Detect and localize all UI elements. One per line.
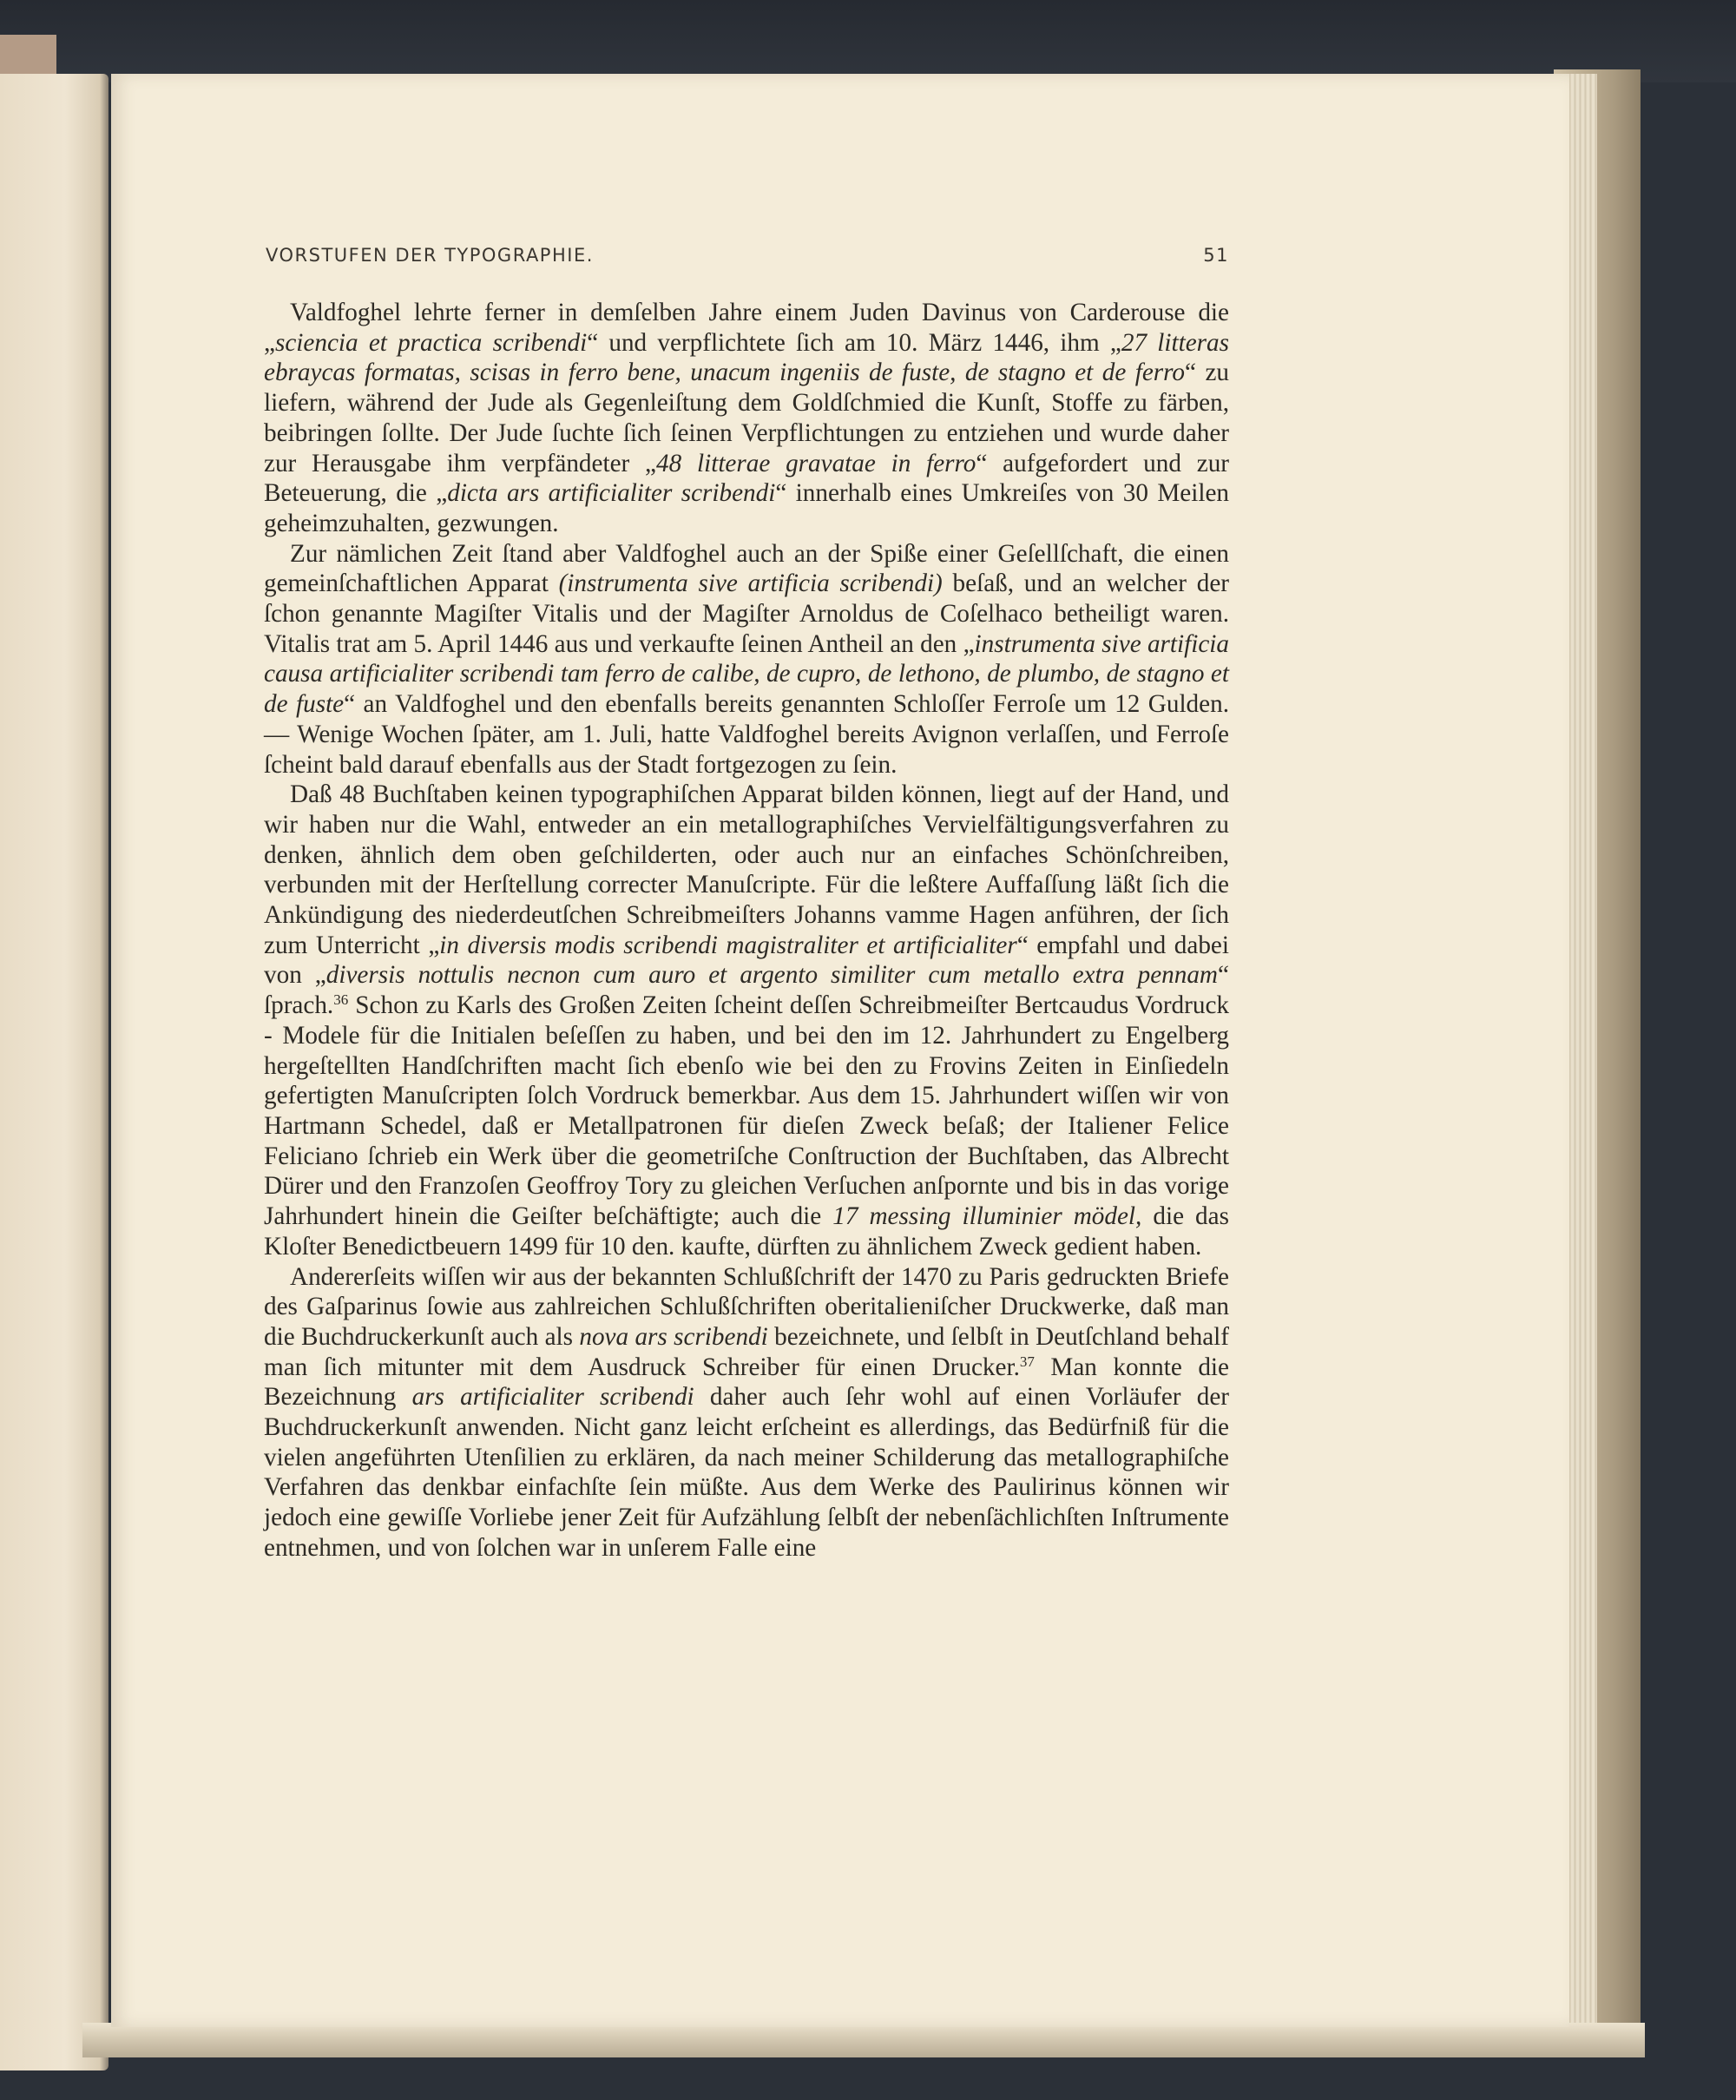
italic-latin-phrase: (instrumenta sive artificia scribendi): [558, 569, 943, 598]
text-run: Man konnte die Bezeichnung: [264, 1353, 1229, 1412]
text-run: Schon zu Karls des Großen Zeiten ſcheint deſſen Schreibmeiſter Bertcaudus Vordruck - Modele für die Initialen beſeſſen zu haben, und bei den im 12. Jahrhundert zu Engelberg hergeſtellten Handſchriften macht ſich ebenſo wie bei den zu Frovins Zeiten in Einſiedeln gefertigten Manuſcripten ſolch Vordruck bemerkbar. Aus dem 15. Jahrhundert wiſſen wir von Hartmann Schedel, daß er Metallpatronen für dieſen Zweck beſaß; der Italiener Felice Feliciano ſchrieb ein Werk über die geometriſche Conſtruction der Buchſtaben, das Albrecht Dürer und den Franzoſen Geoffroy Tory zu gleichen Verſuchen anſpornte und bis in das vorige Jahrhundert hinein die Geiſter beſchäftigte; auch die: [264, 991, 1229, 1231]
italic-latin-phrase: in diversis modis scribendi magistraliter et artificialiter: [439, 931, 1017, 959]
italic-latin-phrase: dicta ars artificialiter scribendi: [447, 479, 776, 508]
paragraph: [264, 539, 1229, 780]
text-run: bezeichnete, und ſelbſt in Deutſchland behalf man ſich mitunter mit dem Ausdruck Schreiber für einen Drucker.: [264, 1322, 1229, 1381]
paragraph: [264, 298, 1229, 539]
running-head: [266, 245, 1229, 274]
paragraph: [264, 1262, 1229, 1563]
italic-latin-phrase: nova ars scribendi: [579, 1322, 768, 1351]
italic-latin-phrase: sciencia et practica scribendi: [274, 328, 588, 357]
text-run: “ innerhalb eines Umkreiſes von 30 Meilen geheimzuhalten, gezwungen.: [264, 479, 1229, 537]
text-run: Andererſeits wiſſen wir aus der bekannten Schlußſchrift der 1470 zu Paris gedruckten Briefe des Gaſparinus ſowie aus zahlreichen Schlußſchriften oberitalieniſcher Druckwerke, daß man die Buchdruckerkunſt auch als: [264, 1262, 1229, 1351]
text-run: die das Kloſter Benedictbeuern 1499 für 10 den. kaufte, dürften zu ähnlichem Zweck gedient haben.: [264, 1202, 1229, 1261]
body-text: [264, 298, 1229, 1563]
italic-latin-phrase: 27 litteras ebraycas formatas, scisas in ferro bene, unacum ingeniis de fuste, de stagno et de ferro: [264, 328, 1229, 387]
text-run: daher auch ſehr wohl auf einen Vorläufer der Buchdruckerkunſt anwenden. Nicht ganz leicht erſcheint es allerdings, das Bedürfniß für die vielen angeführten Utenſilien zu erklären, da nach meiner Schilderung das metallographiſche Verfahren das denkbar einfachſte ſein müßte. Aus dem Werke des Paulirinus können wir jedoch eine gewiſſe Vorliebe jener Zeit für Aufzählung ſelbſt der nebenſächlichſten Inſtrumente entnehmen, und von ſolchen war in unſerem Falle eine: [264, 1383, 1229, 1562]
text-run: “ zu liefern, während der Jude als Gegenleiſtung dem Goldſchmied die Kunſt, Stoffe zu färben, beibringen ſollte. Der Jude ſuchte ſich ſeinen Verpflichtungen zu entziehen und wurde daher zur Herausgabe ihm verpfändeter „: [264, 359, 1229, 477]
italic-latin-phrase: diversis nottulis necnon cum auro et argento similiter cum metallo extra pennam: [326, 961, 1219, 990]
text-run: beſaß, und an welcher der ſchon genannte Magiſter Vitalis und der Magiſter Arnoldus de Coſelhaco betheiligt waren. Vitalis trat am 5. April 1446 aus und verkaufte ſeinen Antheil an den „: [264, 569, 1230, 658]
italic-latin-phrase: instrumenta sive artificia causa artificialiter scribendi tam ferro de calibe, de cupro, de lethono, de plumbo, de stagno et de fuste: [264, 629, 1230, 719]
text-run: “ ſprach.: [264, 961, 1229, 1020]
running-title: VORSTUFEN DER TYPOGRAPHIE.: [266, 245, 594, 266]
page-bottom-edges: [82, 2023, 1645, 2057]
footnote-marker: 37: [1019, 1353, 1035, 1370]
text-run: Daß 48 Buchſtaben keinen typographiſchen Apparat bilden können, liegt auf der Hand, und wir haben nur die Wahl, entweder an ein metallographiſches Vervielfältigungsverfahren zu denken, ähnlich dem oben geſchilderten, oder auch nur an einfaches Schönſchreiben, verbunden mit der Herſtellung correcter Manuſcripte. Für die leßtere Auffaſſung läßt ſich die Ankündigung des niederdeutſchen Schreibmeiſters Johanns vamme Hagen anführen, der ſich zum Unterricht „: [264, 780, 1229, 959]
left-page-edge: [0, 74, 108, 2070]
footnote-marker: 36: [333, 991, 349, 1009]
background-top: [0, 0, 1736, 82]
text-run: Valdfoghel lehrte ferner in demſelben Jahre einem Juden Davinus von Carderouse die „: [264, 299, 1229, 357]
italic-latin-phrase: ars artificialiter scribendi: [411, 1383, 694, 1412]
text-run: “ und verpflichtete ſich am 10. März 1446, ihm „: [587, 328, 1121, 357]
text-run: “ empfahl und dabei von „: [264, 931, 1229, 990]
paragraph: [264, 780, 1229, 1261]
italic-latin-phrase: 48 litterae gravatae in ferro: [656, 449, 976, 477]
text-run: “ aufgefordert und zur Beteuerung, die „: [264, 449, 1230, 508]
text-run: “ an Valdfoghel und den ebenfalls bereits genannten Schloſſer Ferroſe um 12 Gulden. — Wenige Wochen ſpäter, am 1. Juli, hatte Valdfoghel bereits Avignon verlaſſen, und Ferroſe ſcheint bald darauf ebenfalls aus der Stadt fortgezogen zu ſein.: [264, 690, 1229, 779]
italic-latin-phrase: 17 messing illuminier mödel,: [832, 1202, 1142, 1231]
text-run: Zur nämlichen Zeit ſtand aber Valdfoghel auch an der Spiße einer Geſellſchaft, die einen gemeinſchaftlichen Apparat: [264, 539, 1229, 598]
page-number: 51: [1203, 245, 1229, 266]
